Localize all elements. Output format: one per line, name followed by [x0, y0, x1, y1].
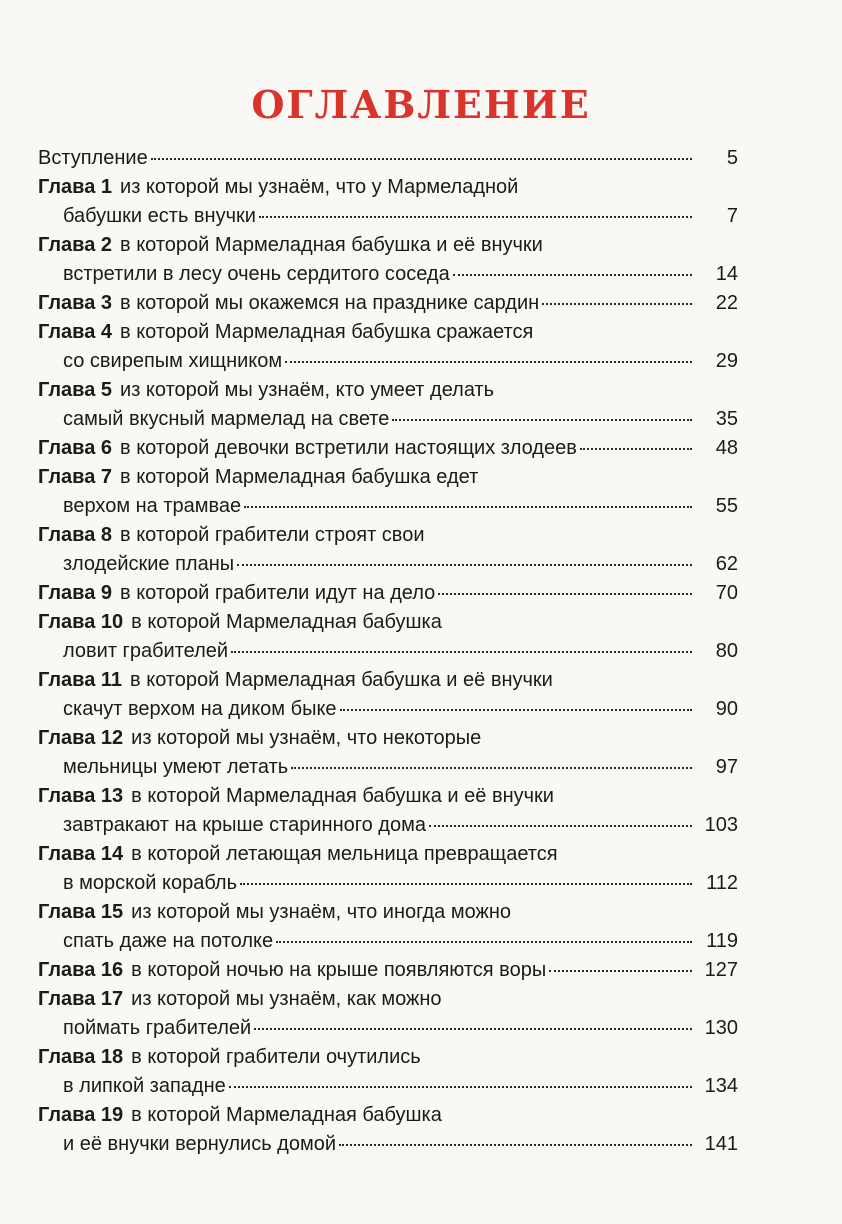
chapter-title-line1: из которой мы узнаём, что некоторые [131, 727, 482, 749]
chapter-label: Глава 6 [38, 437, 113, 459]
table-of-contents [38, 144, 738, 1159]
toc-entry-chapter [38, 318, 738, 376]
chapter-label: Глава 2 [38, 234, 113, 256]
toc-page-number: 70 [715, 582, 738, 604]
toc-entry-chapter [38, 521, 738, 579]
toc-entry-chapter [38, 1043, 738, 1101]
chapter-title-line2: бабушки есть внучки [63, 205, 256, 227]
chapter-title-line2: ловит грабителей [63, 640, 229, 662]
dot-leader [151, 157, 692, 160]
chapter-title-line2: мельницы умеют летать [63, 756, 289, 778]
chapter-label: Глава 5 [38, 379, 113, 401]
chapter-label: Глава 18 [38, 1046, 124, 1068]
toc-entry-chapter [38, 231, 738, 289]
chapter-label: Глава 16 [38, 959, 124, 981]
chapter-title-line1: в которой мы окажемся на празднике сардин [120, 292, 540, 314]
toc-entry-chapter [38, 579, 738, 608]
chapter-title-line1: в которой Мармеладная бабушка [131, 1104, 442, 1126]
chapter-label: Глава 11 [38, 669, 123, 691]
chapter-label: Глава 10 [38, 611, 124, 633]
chapter-title-line2: поймать грабителей [63, 1017, 252, 1039]
chapter-title-line1: из которой мы узнаём, что иногда можно [131, 901, 512, 923]
toc-entry-chapter [38, 376, 738, 434]
toc-entry-chapter [38, 666, 738, 724]
chapter-title-line2: и её внучки вернулись домой [63, 1133, 337, 1155]
page-title: ОГЛАВЛЕНИЕ [251, 82, 591, 127]
dot-leader [291, 766, 692, 769]
chapter-title-line1: из которой мы узнаём, кто умеет делать [120, 379, 495, 401]
toc-entry-intro [38, 144, 738, 173]
chapter-title-line1: в которой грабители идут на дело [120, 582, 436, 604]
toc-page-number: 29 [715, 350, 738, 372]
toc-entry-chapter [38, 782, 738, 840]
dot-leader [392, 418, 692, 421]
dot-leader [549, 969, 692, 972]
dot-leader [339, 1143, 692, 1146]
dot-leader [229, 1085, 692, 1088]
toc-page-number: 62 [715, 553, 738, 575]
dot-leader [254, 1027, 692, 1030]
chapter-title-line1: в которой Мармеладная бабушка сражается [120, 321, 534, 343]
toc-page-number: 55 [715, 495, 738, 517]
toc-entry-chapter [38, 608, 738, 666]
chapter-label: Глава 15 [38, 901, 124, 923]
chapter-title-line1: из которой мы узнаём, что у Мармеладной [120, 176, 519, 198]
chapter-title-line2: злодейские планы [63, 553, 235, 575]
chapter-label: Глава 4 [38, 321, 113, 343]
chapter-title-line1: в которой Мармеладная бабушка и её внучки [131, 785, 554, 807]
chapter-title-line2: в морской корабль [63, 872, 237, 894]
chapter-title-line2: скачут верхом на диком быке [63, 698, 337, 720]
dot-leader [259, 215, 692, 218]
chapter-title-line2: в липкой западне [63, 1075, 226, 1097]
chapter-title-line1: в которой грабители очутились [131, 1046, 421, 1068]
chapter-label: Глава 7 [38, 466, 113, 488]
toc-entry-chapter [38, 724, 738, 782]
toc-entry-chapter [38, 434, 738, 463]
toc-entry-chapter [38, 898, 738, 956]
dot-leader [237, 563, 692, 566]
chapter-label: Глава 8 [38, 524, 113, 546]
toc-page-number: 48 [715, 437, 738, 459]
chapter-title-line1: в которой Мармеладная бабушка и её внучки [130, 669, 553, 691]
dot-leader [340, 708, 692, 711]
toc-entry-chapter [38, 956, 738, 985]
chapter-label: Глава 12 [38, 727, 124, 749]
chapter-title-line1: в которой Мармеладная бабушка [131, 611, 442, 633]
toc-page-number: 141 [704, 1133, 738, 1155]
dot-leader [429, 824, 692, 827]
toc-page-number: 90 [715, 698, 738, 720]
dot-leader [580, 447, 692, 450]
toc-page-number: 22 [715, 292, 738, 314]
toc-page-number: 5 [726, 147, 738, 169]
dot-leader [276, 940, 692, 943]
chapter-label: Глава 9 [38, 582, 113, 604]
toc-page-number: 103 [704, 814, 738, 836]
chapter-title-line2: спать даже на потолке [63, 930, 274, 952]
chapter-title-line2: со свирепым хищником [63, 350, 283, 372]
chapter-title-line2: верхом на трамвае [63, 495, 242, 517]
chapter-label: Глава 3 [38, 292, 113, 314]
toc-page-number: 14 [715, 263, 738, 285]
chapter-title-line2: самый вкусный мармелад на свете [63, 408, 390, 430]
chapter-label: Глава 17 [38, 988, 124, 1010]
toc-entry-chapter [38, 985, 738, 1043]
toc-page-number: 7 [726, 205, 738, 227]
toc-page-number: 127 [704, 959, 738, 981]
toc-entry-chapter [38, 1101, 738, 1159]
toc-page-number: 119 [706, 930, 738, 952]
dot-leader [240, 882, 692, 885]
chapter-title-line1: в которой Мармеладная бабушка и её внучки [120, 234, 543, 256]
toc-page-number: 80 [715, 640, 738, 662]
toc-page-number: 134 [704, 1075, 738, 1097]
chapter-title-line1: в которой грабители строят свои [120, 524, 425, 546]
dot-leader [244, 505, 692, 508]
dot-leader [438, 592, 692, 595]
toc-entry-text: Вступление [38, 147, 148, 169]
chapter-title-line1: из которой мы узнаём, как можно [131, 988, 442, 1010]
chapter-label: Глава 13 [38, 785, 124, 807]
toc-entry-chapter [38, 289, 738, 318]
chapter-title-line1: в которой девочки встретили настоящих злодеев [120, 437, 577, 459]
chapter-title-line2: завтракают на крыше старинного дома [63, 814, 426, 836]
chapter-label: Глава 19 [38, 1104, 124, 1126]
chapter-title-line1: в которой ночью на крыше появляются воры [131, 959, 547, 981]
toc-page-number: 112 [706, 872, 738, 894]
chapter-title-line1: в которой Мармеладная бабушка едет [120, 466, 479, 488]
chapter-title-line1: в которой летающая мельница превращается [131, 843, 558, 865]
dot-leader [542, 302, 692, 305]
toc-page-number: 35 [715, 408, 738, 430]
toc-page-number: 130 [704, 1017, 738, 1039]
chapter-title-line2: встретили в лесу очень сердитого соседа [63, 263, 450, 285]
toc-page-number: 97 [715, 756, 738, 778]
toc-entry-chapter [38, 840, 738, 898]
chapter-label: Глава 1 [38, 176, 113, 198]
dot-leader [285, 360, 692, 363]
toc-entry-chapter [38, 463, 738, 521]
dot-leader [231, 650, 692, 653]
toc-entry-chapter [38, 173, 738, 231]
dot-leader [453, 273, 692, 276]
chapter-list [38, 173, 738, 1159]
chapter-label: Глава 14 [38, 843, 124, 865]
